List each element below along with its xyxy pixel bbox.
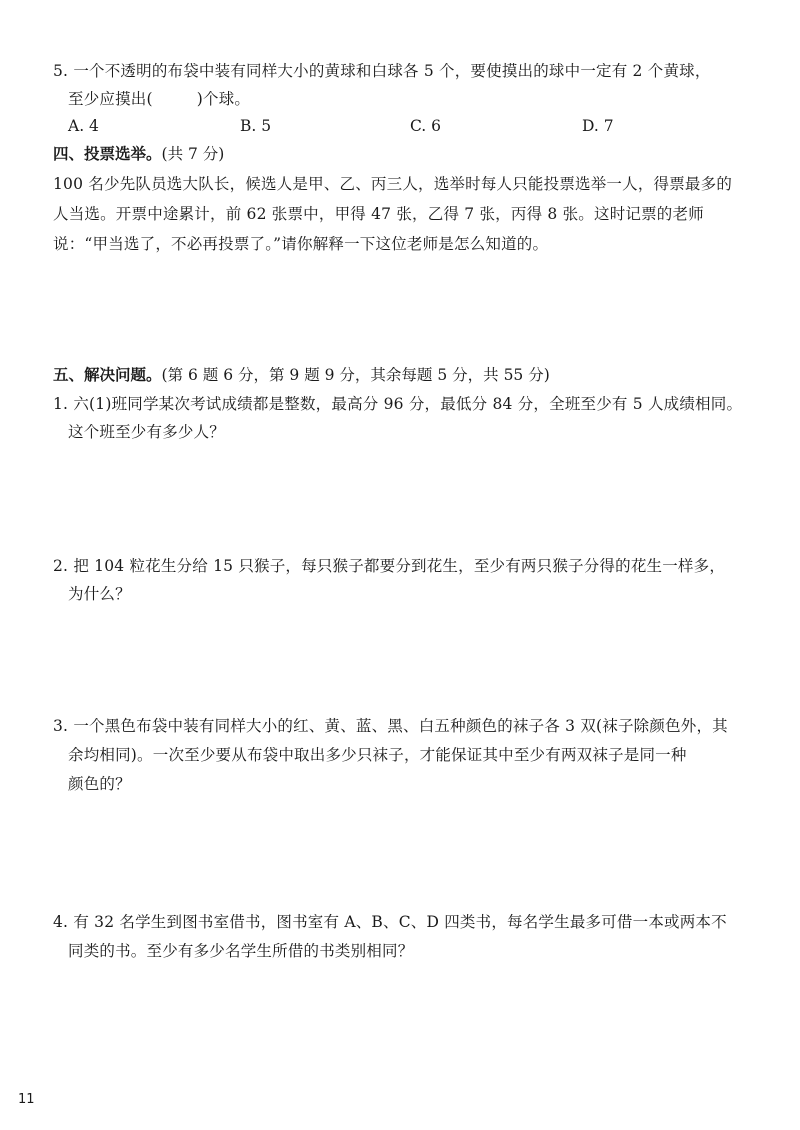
s5-q1-line-2: 这个班至少有多少人？	[68, 423, 226, 441]
section-5-score: (第 6 题 6 分，第 9 题 9 分，其余每题 5 分，共 55 分)	[161, 366, 550, 384]
page-number: 11	[18, 1092, 35, 1107]
option-d: D. 7	[582, 117, 614, 135]
q5-line-2-before: 至少应摸出(	[68, 90, 153, 108]
q5-options	[68, 115, 708, 137]
s5-q1-line-1: 1. 六(1)班同学某次考试成绩都是整数，最高分 96 分，最低分 84 分，全班至少有 5 人成绩相同。	[53, 395, 743, 413]
option-a: A. 4	[68, 117, 99, 135]
s5-q2-line-2: 为什么？	[68, 585, 131, 603]
s5-q3-line-1: 3. 一个黑色布袋中装有同样大小的红、黄、蓝、黑、白五种颜色的袜子各 3 双(袜子除颜色外，其	[53, 717, 728, 735]
s5-q4-line-2: 同类的书。至少有多少名学生所借的书类别相同？	[68, 942, 414, 960]
s5-q2-line-1: 2. 把 104 粒花生分给 15 只猴子，每只猴子都要分到花生，至少有两只猴子分得的花生一样多，	[53, 557, 726, 575]
option-c: C. 6	[410, 117, 442, 135]
section-4-heading	[53, 143, 224, 165]
section-4-score: (共 7 分)	[161, 145, 225, 163]
s5-q4-line-1: 4. 有 32 名学生到图书室借书，图书室有 A、B、C、D 四类书，每名学生最多可借一本或两本不	[53, 913, 727, 931]
section-4-line-1: 100 名少先队员选大队长，候选人是甲、乙、丙三人，选举时每人只能投票选举一人，得票最多的	[53, 175, 733, 193]
section-5-title: 五、解决问题。	[53, 366, 162, 384]
q5-line-1: 5. 一个不透明的布袋中装有同样大小的黄球和白球各 5 个，要使摸出的球中一定有 2 个黄球，	[53, 62, 711, 80]
s5-q3-line-3: 颜色的？	[68, 775, 131, 793]
s5-q3-line-2: 余均相同)。一次至少要从布袋中取出多少只袜子，才能保证其中至少有两双袜子是同一种	[68, 746, 687, 764]
q5-line-2	[68, 88, 250, 110]
section-4-title: 四、投票选举。	[53, 145, 162, 163]
option-b: B. 5	[240, 117, 272, 135]
section-4-line-3: 说：“甲当选了，不必再投票了。”请你解释一下这位老师是怎么知道的。	[53, 235, 549, 253]
section-4-line-2: 人当选。开票中途累计，前 62 张票中，甲得 47 张，乙得 7 张，丙得 8 张。这时记票的老师	[53, 205, 704, 223]
section-5-heading	[53, 364, 550, 386]
q5-line-2-after: )个球。	[196, 90, 251, 108]
